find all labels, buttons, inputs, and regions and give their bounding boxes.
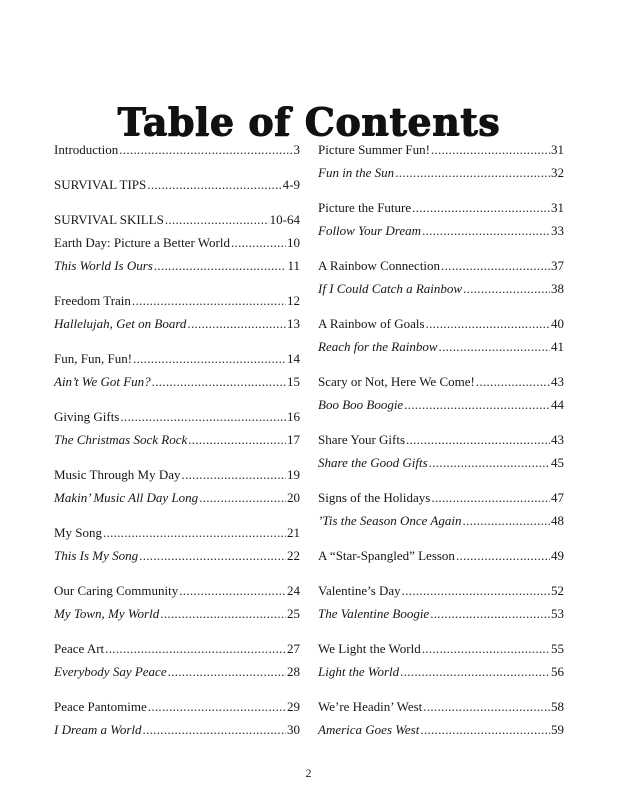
toc-entry-page: 53 [551,606,564,621]
toc-entry-title: Peace Pantomime [54,699,147,714]
toc-entry-page: 40 [551,316,564,331]
toc-spacer [54,625,300,637]
toc-entry-page: 43 [551,374,564,389]
toc-left-column [54,138,300,741]
toc-entry-page: 44 [551,397,564,412]
toc-entry-page: 11 [287,258,300,273]
dot-leader [147,173,281,196]
dot-leader [423,695,550,718]
toc-entry[interactable] [318,544,564,567]
toc-spacer [318,567,564,579]
toc-entry-title: A Rainbow of Goals [318,316,425,331]
toc-entry[interactable] [318,718,564,741]
toc-spacer [318,184,564,196]
toc-entry[interactable] [318,579,564,602]
toc-entry-page: 21 [287,525,300,540]
toc-entry-title: I Dream a World [54,722,142,737]
toc-entry[interactable] [54,521,300,544]
toc-entry[interactable] [318,428,564,451]
dot-leader [422,219,550,242]
dot-leader [105,637,286,660]
toc-entry[interactable] [318,509,564,532]
dot-leader [426,312,550,335]
toc-entry-page: 16 [287,409,300,424]
toc-entry[interactable] [54,370,300,393]
toc-entry[interactable] [54,602,300,625]
toc-entry-page: 52 [551,583,564,598]
toc-entry[interactable] [318,196,564,219]
toc-entry-title: Giving Gifts [54,409,120,424]
toc-entry-title: Picture Summer Fun! [318,142,430,157]
toc-entry-page: 33 [551,223,564,238]
dot-leader [456,544,550,567]
toc-spacer [54,196,300,208]
dot-leader [462,509,550,532]
dot-leader [404,393,550,416]
dot-leader [160,602,286,625]
dot-leader [119,138,292,161]
toc-entry[interactable] [54,463,300,486]
toc-entry-page: 37 [551,258,564,273]
toc-entry-page: 24 [287,583,300,598]
toc-entry-title: Reach for the Rainbow [318,339,438,354]
toc-entry-page: 30 [287,722,300,737]
dot-leader [139,544,286,567]
toc-entry[interactable] [54,289,300,312]
dot-leader [412,196,550,219]
toc-entry-page: 49 [551,548,564,563]
toc-entry[interactable] [318,138,564,161]
toc-entry[interactable] [318,254,564,277]
toc-entry-title: Earth Day: Picture a Better World [54,235,230,250]
toc-entry[interactable] [54,231,300,254]
toc-entry-title: Boo Boo Boogie [318,397,404,412]
toc-entry-title: Fun in the Sun [318,165,395,180]
toc-entry-page: 17 [287,432,300,447]
toc-entry-page: 27 [287,641,300,656]
dot-leader [152,370,286,393]
toc-entry[interactable] [54,637,300,660]
toc-entry[interactable] [54,254,300,277]
toc-entry-page: 48 [551,513,564,528]
toc-entry[interactable] [54,347,300,370]
toc-entry-title: We’re Headin’ West [318,699,423,714]
dot-leader [395,161,550,184]
dot-leader [429,451,550,474]
toc-entry-page: 15 [287,374,300,389]
dot-leader [441,254,550,277]
toc-entry-page: 3 [293,142,300,157]
toc-spacer [318,242,564,254]
toc-entry[interactable] [54,718,300,741]
toc-entry-page: 59 [551,722,564,737]
dot-leader [103,521,286,544]
toc-spacer [54,683,300,695]
dot-leader [439,335,550,358]
toc-entry[interactable] [54,138,300,161]
toc-right-column [318,138,564,741]
toc-entry-page: 25 [287,606,300,621]
dot-leader [179,579,286,602]
toc-entry-title: Freedom Train [54,293,131,308]
dot-leader [132,289,286,312]
dot-leader [154,254,287,277]
toc-entry[interactable] [318,695,564,718]
toc-entry-page: 41 [551,339,564,354]
toc-entry-title: Share Your Gifts [318,432,406,447]
dot-leader [406,428,550,451]
toc-entry[interactable] [54,486,300,509]
toc-entry-title: Light the World [318,664,400,679]
toc-entry[interactable] [318,219,564,242]
dot-leader [199,486,286,509]
dot-leader [420,718,550,741]
toc-entry-page: 58 [551,699,564,714]
toc-entry-page: 4-9 [282,177,300,192]
toc-entry[interactable] [54,208,300,231]
toc-entry-page: 38 [551,281,564,296]
toc-entry-title: Picture the Future [318,200,412,215]
toc-entry-title: Share the Good Gifts [318,455,428,470]
toc-entry-title: ’Tis the Season Once Again [318,513,462,528]
toc-entry[interactable] [318,161,564,184]
toc-entry-title: Fun, Fun, Fun! [54,351,133,366]
toc-spacer [54,451,300,463]
toc-entry-page: 19 [287,467,300,482]
toc-entry[interactable] [318,393,564,416]
toc-entry-page: 31 [551,200,564,215]
toc-entry[interactable] [54,544,300,567]
toc-spacer [318,474,564,486]
toc-entry-title: We Light the World [318,641,421,656]
toc-entry[interactable] [54,695,300,718]
page-number: 2 [305,766,312,780]
toc-entry-page: 56 [551,664,564,679]
toc-spacer [54,161,300,173]
toc-entry-title: Ain’t We Got Fun? [54,374,151,389]
toc-entry-page: 13 [287,316,300,331]
dot-leader [422,637,550,660]
toc-entry[interactable] [318,370,564,393]
toc-spacer [54,335,300,347]
toc-entry[interactable] [54,660,300,683]
toc-entry-title: If I Could Catch a Rainbow [318,281,463,296]
toc-entry-title: My Song [54,525,103,540]
toc-spacer [318,300,564,312]
toc-entry-title: Makin’ Music All Day Long [54,490,199,505]
toc-entry[interactable] [318,602,564,625]
toc-spacer [54,567,300,579]
dot-leader [431,138,550,161]
toc-entry[interactable] [318,451,564,474]
toc-entry-page: 32 [551,165,564,180]
dot-leader [463,277,550,300]
dot-leader [133,347,286,370]
toc-entry-page: 43 [551,432,564,447]
toc-entry-title: My Town, My World [54,606,160,621]
toc-entry-page: 45 [551,455,564,470]
page-title: Table of Contents [117,99,500,145]
toc-entry-page: 12 [287,293,300,308]
toc-entry-title: SURVIVAL TIPS [54,177,147,192]
toc-entry-page: 31 [551,142,564,157]
dot-leader [231,231,286,254]
toc-entry-title: America Goes West [318,722,420,737]
toc-spacer [54,277,300,289]
toc-entry-page: 20 [287,490,300,505]
toc-entry[interactable] [318,277,564,300]
toc-entry-title: Signs of the Holidays [318,490,431,505]
dot-leader [182,463,286,486]
toc-entry-title: A “Star-Spangled” Lesson [318,548,455,563]
toc-entry-title: Peace Art [54,641,105,656]
toc-spacer [54,509,300,521]
toc-entry[interactable] [54,173,300,196]
toc-entry-page: 47 [551,490,564,505]
dot-leader [148,695,286,718]
toc-spacer [318,532,564,544]
toc-entry-title: Scary or Not, Here We Come! [318,374,475,389]
dot-leader [143,718,286,741]
dot-leader [430,602,550,625]
dot-leader [187,312,286,335]
toc-spacer [318,358,564,370]
dot-leader [165,208,269,231]
toc-entry[interactable] [318,312,564,335]
toc-entry-page: 10-64 [269,212,300,227]
toc-entry-title: A Rainbow Connection [318,258,441,273]
toc-entry-page: 10 [287,235,300,250]
toc-spacer [318,625,564,637]
dot-leader [120,405,286,428]
toc-entry[interactable] [54,579,300,602]
toc-entry[interactable] [54,428,300,451]
toc-entry-title: SURVIVAL SKILLS [54,212,164,227]
toc-entry[interactable] [318,486,564,509]
toc-spacer [54,393,300,405]
dot-leader [188,428,286,451]
toc-entry-title: Hallelujah, Get on Board [54,316,187,331]
toc-entry-title: The Valentine Boogie [318,606,430,621]
toc-entry-title: The Christmas Sock Rock [54,432,188,447]
toc-entry[interactable] [318,637,564,660]
toc-entry[interactable] [318,335,564,358]
toc-entry[interactable] [54,405,300,428]
toc-spacer [318,683,564,695]
dot-leader [168,660,286,683]
toc-entry-page: 14 [287,351,300,366]
toc-entry[interactable] [318,660,564,683]
toc-entry-page: 28 [287,664,300,679]
dot-leader [402,579,550,602]
dot-leader [400,660,550,683]
toc-entry-page: 22 [287,548,300,563]
toc-entry-title: Valentine’s Day [318,583,401,598]
toc-entry-title: Follow Your Dream [318,223,422,238]
toc-entry-page: 29 [287,699,300,714]
toc-spacer [318,416,564,428]
toc-entry-title: Music Through My Day [54,467,181,482]
toc-entry-title: This Is My Song [54,548,139,563]
toc-entry-title: Introduction [54,142,119,157]
toc-entry-title: Our Caring Community [54,583,179,598]
toc-entry-title: This World Is Ours [54,258,153,273]
dot-leader [476,370,550,393]
toc-entry-title: Everybody Say Peace [54,664,167,679]
toc-entry-page: 55 [551,641,564,656]
dot-leader [431,486,550,509]
toc-entry[interactable] [54,312,300,335]
